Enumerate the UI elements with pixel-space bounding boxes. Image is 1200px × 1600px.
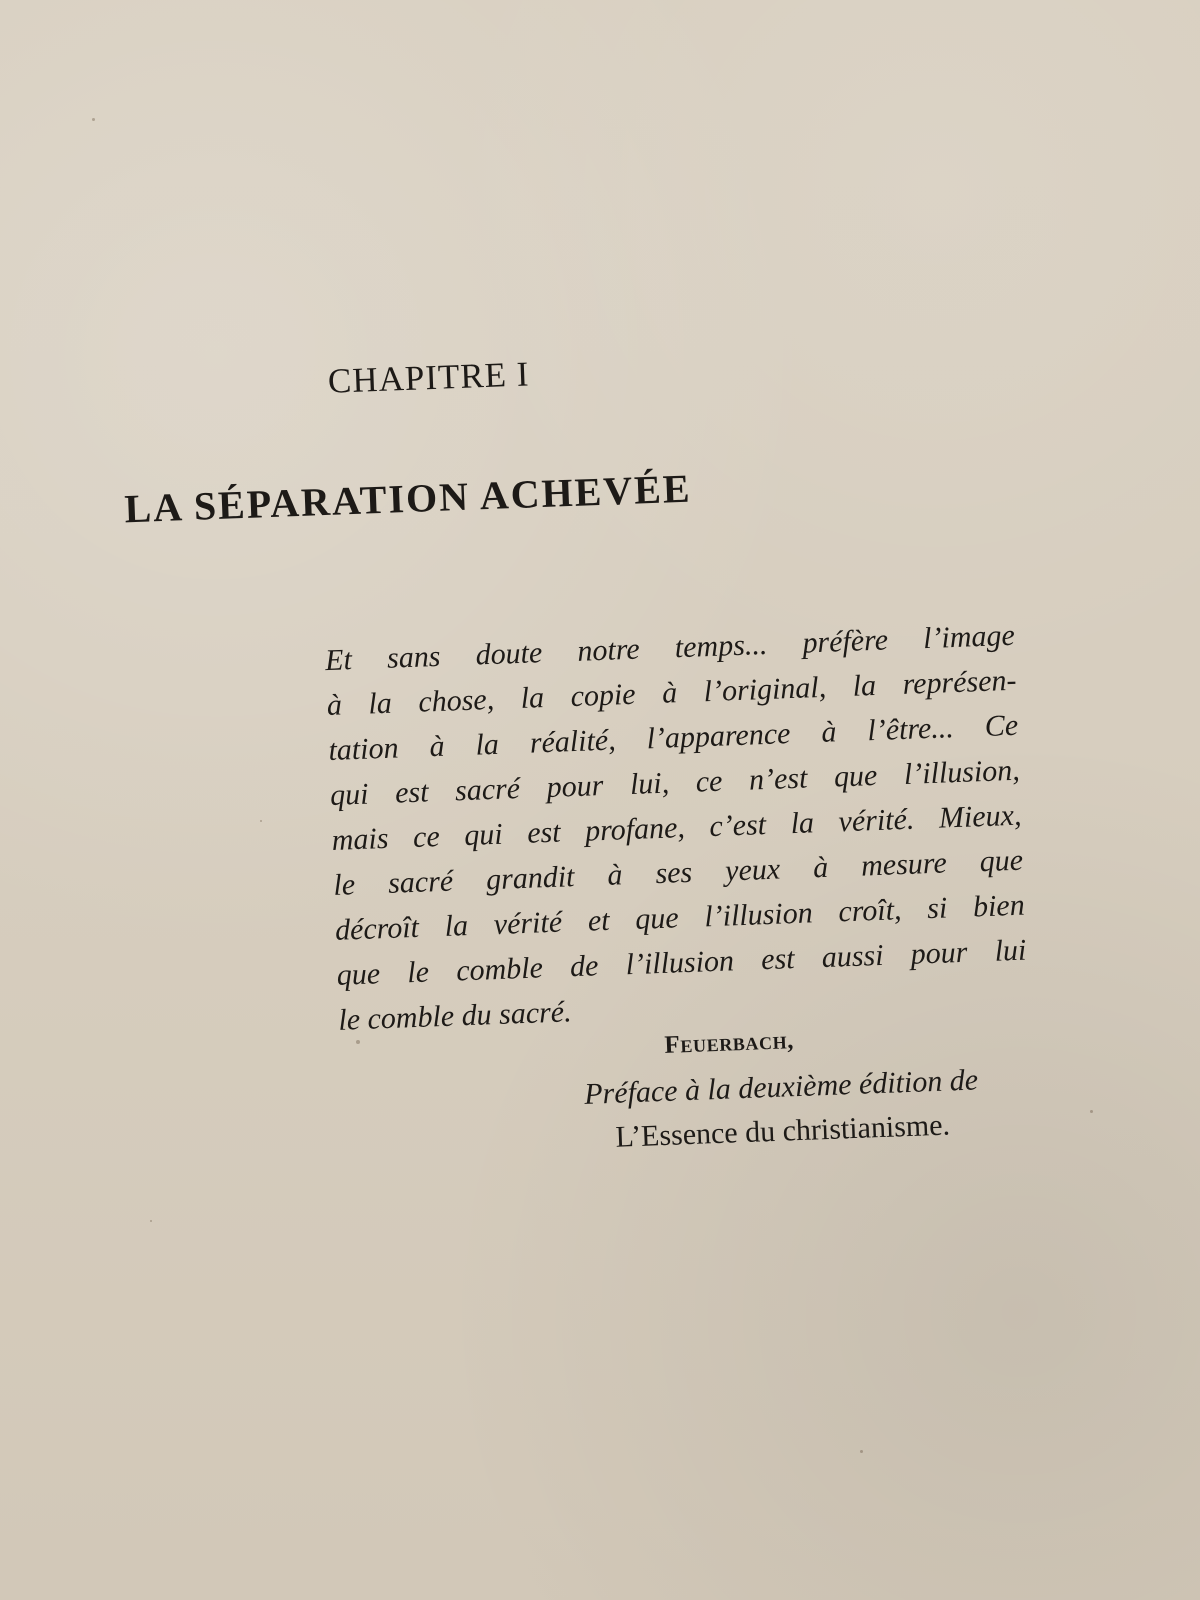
epigraph-source — [521, 1056, 1044, 1163]
epigraph-line: que le comble de l’illusion est aussi pour lui — [336, 933, 1027, 992]
epigraph-line: tation à la réalité, l’apparence à l’être... Ce — [327, 708, 1019, 768]
epigraph-line: qui est sacré pour lui, ce n’est que l’illusion, — [329, 753, 1021, 812]
epigraph-line: décroît la vérité et que l’illusion croît, si bien — [334, 888, 1026, 947]
chapter-title: LA SÉPARATION ACHEVÉE — [123, 465, 693, 532]
epigraph-line: le comble du sacré. — [337, 995, 573, 1037]
source-line: Préface à la deuxième édition de — [583, 1063, 979, 1111]
epigraph-author: Feuerbach, — [664, 1027, 795, 1059]
chapter-heading: CHAPITRE I — [327, 354, 531, 401]
epigraph-quote — [324, 613, 1028, 1043]
source-line: L’Essence du christianisme. — [614, 1108, 951, 1154]
epigraph-line: le sacré grandit à ses yeux à mesure que — [332, 843, 1024, 902]
epigraph-line: Et sans doute notre temps... préfère l’image — [324, 618, 1016, 678]
epigraph-line: à la chose, la copie à l’original, la représen- — [326, 663, 1017, 723]
epigraph-line: mais ce qui est profane, c’est la vérité. Mieux, — [331, 798, 1022, 857]
